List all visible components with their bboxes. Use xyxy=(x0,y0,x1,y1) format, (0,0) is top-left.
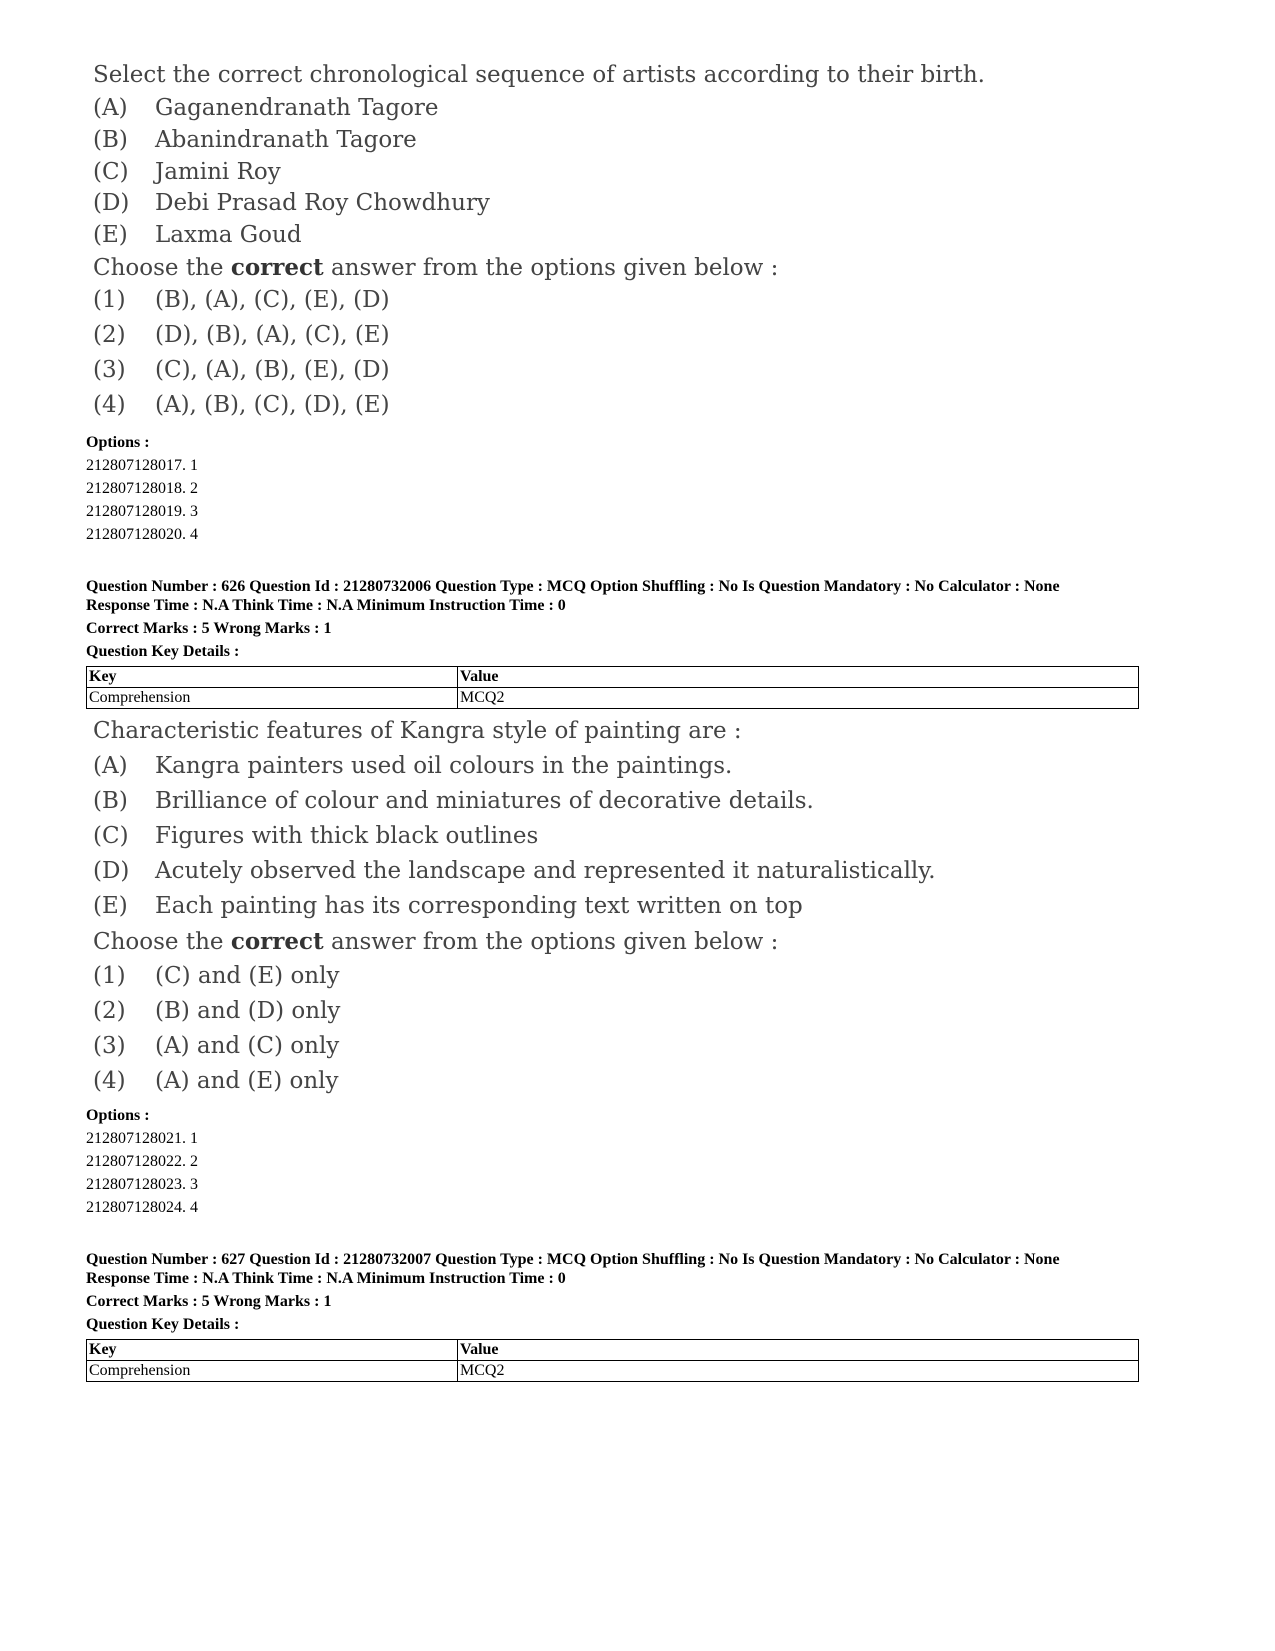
answer-label: (4) xyxy=(93,1068,126,1094)
statement-label: (A) xyxy=(93,753,128,779)
options-heading: Options : xyxy=(86,434,150,451)
question-stem: Characteristic features of Kangra style of painting are : xyxy=(93,718,742,744)
table-header-value: Value xyxy=(458,667,1139,688)
statement-label: (C) xyxy=(93,823,129,849)
statement-label: (B) xyxy=(93,788,128,814)
statement-text: Kangra painters used oil colours in the paintings. xyxy=(155,753,733,779)
option-id: 212807128024. 4 xyxy=(86,1199,198,1216)
marks-line: Correct Marks : 5 Wrong Marks : 1 xyxy=(86,1293,332,1310)
answer-text: (C), (A), (B), (E), (D) xyxy=(155,357,390,383)
table-header-key: Key xyxy=(87,667,458,688)
answer-label: (1) xyxy=(93,963,126,989)
table-header-row xyxy=(87,1340,1139,1361)
statement-label: (E) xyxy=(93,893,128,919)
key-details-table xyxy=(86,1339,1139,1382)
option-id: 212807128022. 2 xyxy=(86,1153,198,1170)
answer-label: (2) xyxy=(93,322,126,348)
option-id: 212807128017. 1 xyxy=(86,457,198,474)
statement-text: Each painting has its corresponding text written on top xyxy=(155,893,803,919)
key-details-table xyxy=(86,666,1139,709)
question-meta-line: Question Number : 626 Question Id : 21280732006 Question Type : MCQ Option Shuffling : No Is Question Mandatory : No Calculator : None xyxy=(86,578,1060,595)
question-meta-line: Question Number : 627 Question Id : 21280732007 Question Type : MCQ Option Shuffling : No Is Question Mandatory : No Calculator : None xyxy=(86,1251,1060,1268)
choose-text: Choose the xyxy=(93,255,231,281)
choose-text: answer from the options given below : xyxy=(323,929,779,955)
option-id: 212807128020. 4 xyxy=(86,526,198,543)
statement-text: Abanindranath Tagore xyxy=(155,127,417,153)
option-id: 212807128019. 3 xyxy=(86,503,198,520)
statement-text: Acutely observed the landscape and represented it naturalistically. xyxy=(155,858,936,884)
answer-label: (3) xyxy=(93,1033,126,1059)
question-meta-line: Response Time : N.A Think Time : N.A Minimum Instruction Time : 0 xyxy=(86,1270,566,1287)
answer-label: (1) xyxy=(93,287,126,313)
answer-text: (C) and (E) only xyxy=(155,963,340,989)
options-heading: Options : xyxy=(86,1107,150,1124)
answer-text: (A) and (C) only xyxy=(155,1033,340,1059)
option-id: 212807128018. 2 xyxy=(86,480,198,497)
marks-line: Correct Marks : 5 Wrong Marks : 1 xyxy=(86,620,332,637)
table-header-key: Key xyxy=(87,1340,458,1361)
answer-text: (A) and (E) only xyxy=(155,1068,339,1094)
answer-text: (A), (B), (C), (D), (E) xyxy=(155,392,390,418)
table-row xyxy=(87,1361,1139,1382)
answer-label: (2) xyxy=(93,998,126,1024)
option-id: 212807128021. 1 xyxy=(86,1130,198,1147)
statement-text: Laxma Goud xyxy=(155,222,302,248)
key-details-heading: Question Key Details : xyxy=(86,1316,240,1333)
statement-label: (B) xyxy=(93,127,128,153)
table-cell-key: Comprehension xyxy=(87,688,458,709)
question-meta-line: Response Time : N.A Think Time : N.A Minimum Instruction Time : 0 xyxy=(86,597,566,614)
choose-instruction xyxy=(93,254,778,281)
choose-text: Choose the xyxy=(93,929,231,955)
statement-label: (C) xyxy=(93,159,129,185)
choose-instruction xyxy=(93,928,778,955)
statement-label: (A) xyxy=(93,95,128,121)
statement-text: Brilliance of colour and miniatures of decorative details. xyxy=(155,788,814,814)
statement-label: (D) xyxy=(93,190,130,216)
table-cell-value: MCQ2 xyxy=(458,1361,1139,1382)
table-header-row xyxy=(87,667,1139,688)
statement-text: Jamini Roy xyxy=(155,159,281,185)
key-details-heading: Question Key Details : xyxy=(86,643,240,660)
table-row xyxy=(87,688,1139,709)
answer-text: (D), (B), (A), (C), (E) xyxy=(155,322,390,348)
table-header-value: Value xyxy=(458,1340,1139,1361)
statement-label: (E) xyxy=(93,222,128,248)
statement-text: Figures with thick black outlines xyxy=(155,823,539,849)
question-stem: Select the correct chronological sequence of artists according to their birth. xyxy=(93,62,985,88)
answer-text: (B), (A), (C), (E), (D) xyxy=(155,287,390,313)
table-cell-key: Comprehension xyxy=(87,1361,458,1382)
statement-text: Gaganendranath Tagore xyxy=(155,95,439,121)
statement-text: Debi Prasad Roy Chowdhury xyxy=(155,190,490,216)
choose-text: answer from the options given below : xyxy=(323,255,779,281)
answer-text: (B) and (D) only xyxy=(155,998,341,1024)
option-id: 212807128023. 3 xyxy=(86,1176,198,1193)
statement-label: (D) xyxy=(93,858,130,884)
answer-label: (3) xyxy=(93,357,126,383)
choose-bold-text: correct xyxy=(230,928,324,955)
choose-bold-text: correct xyxy=(230,254,324,281)
table-cell-value: MCQ2 xyxy=(458,688,1139,709)
answer-label: (4) xyxy=(93,392,126,418)
